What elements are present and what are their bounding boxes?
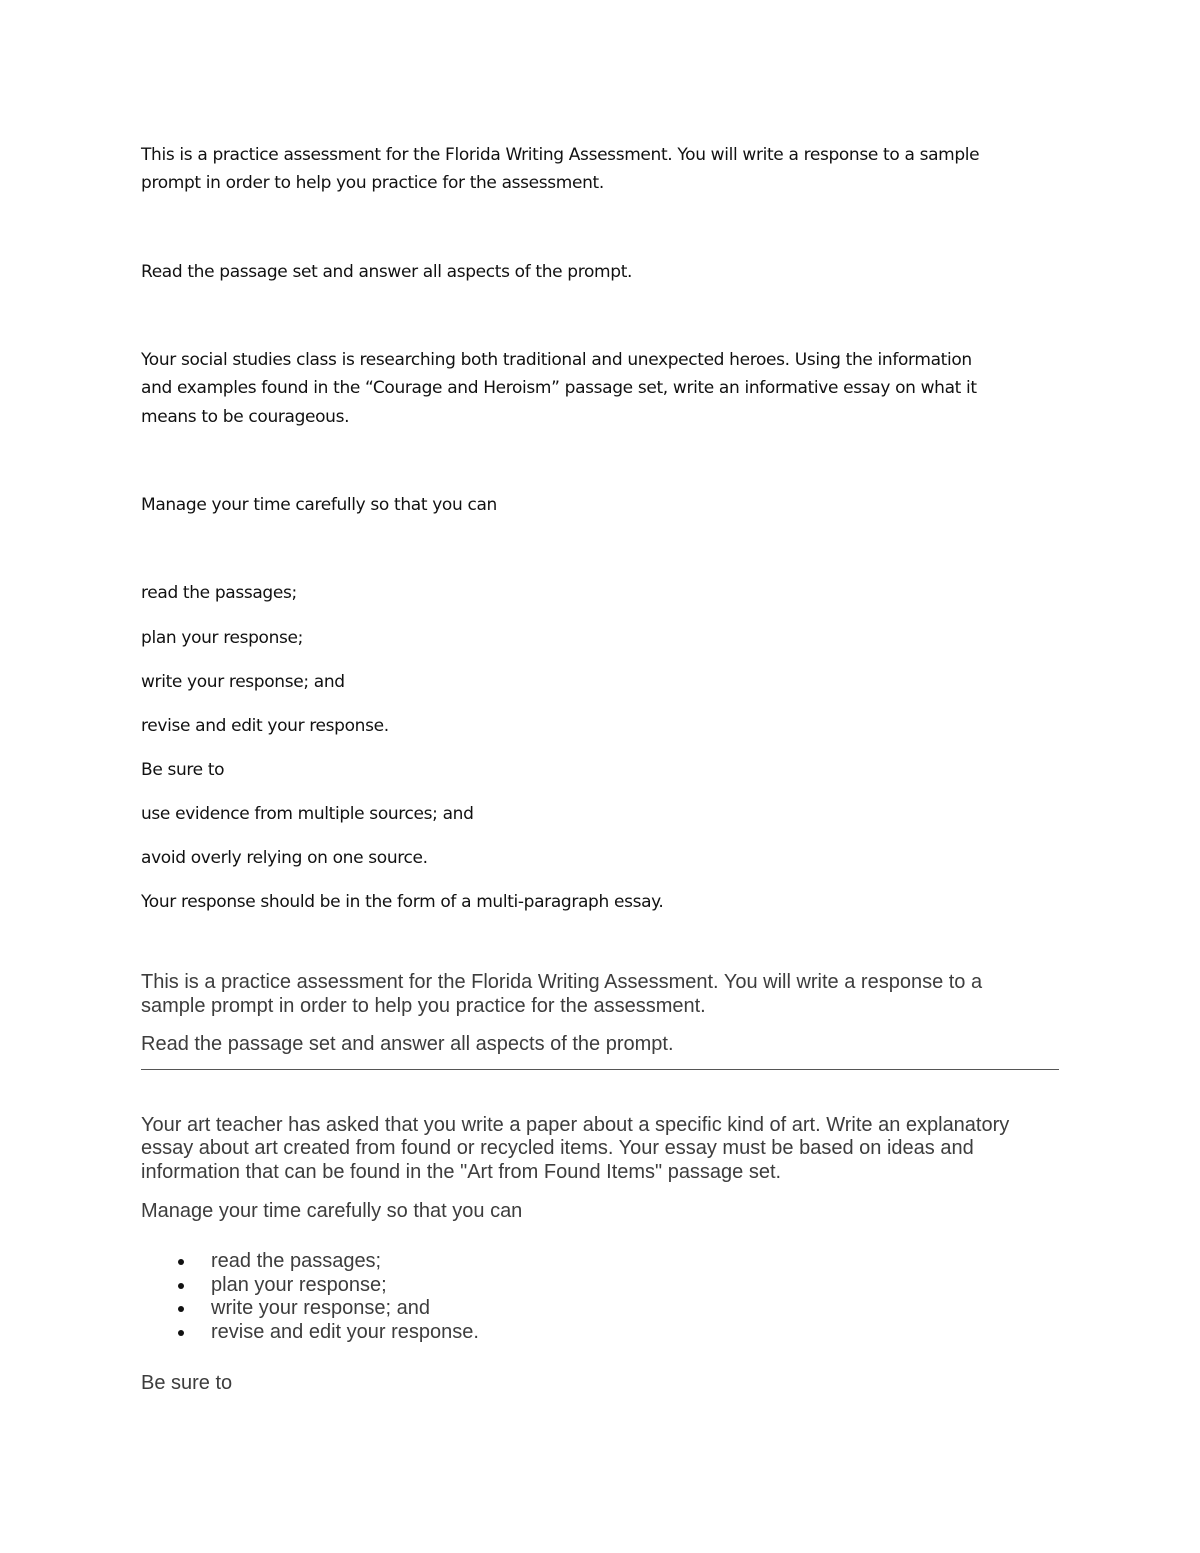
step-item: read the passages; xyxy=(141,583,297,603)
step-item: plan your response; xyxy=(141,628,304,648)
intro-line: This is a practice assessment for the Florida Writing Assessment. You will write a response to a xyxy=(141,971,983,993)
prompt-line: Your art teacher has asked that you write a paper about a specific kind of art. Write an explanatory xyxy=(141,1114,1010,1136)
intro-line: This is a practice assessment for the Florida Writing Assessment. You will write a response to a sample xyxy=(141,145,980,165)
step-item: write your response; and xyxy=(141,672,345,692)
bullet-icon xyxy=(178,1283,184,1289)
step-item: revise and edit your response. xyxy=(141,716,389,736)
list-item-text: plan your response; xyxy=(211,1273,387,1296)
bullet-icon xyxy=(178,1259,184,1265)
manage-time-text: Manage your time carefully so that you can xyxy=(141,1200,523,1222)
intro-line: sample prompt in order to help you practice for the assessment. xyxy=(141,995,706,1017)
manage-time-text: Manage your time carefully so that you can xyxy=(141,495,497,515)
be-sure-text: Be sure to xyxy=(141,760,225,780)
form-note: Your response should be in the form of a multi-paragraph essay. xyxy=(141,892,664,912)
prompt-line: and examples found in the “Courage and Heroism” passage set, write an informative essay on what it xyxy=(141,378,977,398)
intro-line: prompt in order to help you practice for the assessment. xyxy=(141,173,604,193)
read-instruction: Read the passage set and answer all aspects of the prompt. xyxy=(141,1033,674,1055)
bullet-icon xyxy=(178,1330,184,1336)
read-instruction: Read the passage set and answer all aspects of the prompt. xyxy=(141,262,633,282)
bullet-icon xyxy=(178,1306,184,1312)
requirement-item: use evidence from multiple sources; and xyxy=(141,804,474,824)
horizontal-divider xyxy=(141,1069,1059,1070)
requirement-item: avoid overly relying on one source. xyxy=(141,848,428,868)
be-sure-text: Be sure to xyxy=(141,1372,233,1394)
list-item-text: write your response; and xyxy=(211,1297,431,1319)
prompt-line: means to be courageous. xyxy=(141,407,350,427)
prompt-line: essay about art created from found or recycled items. Your essay must be based on ideas and xyxy=(141,1137,974,1159)
prompt-line: Your social studies class is researching both traditional and unexpected heroes. Using the information xyxy=(141,350,972,370)
prompt-line: information that can be found in the "Art from Found Items" passage set. xyxy=(141,1161,782,1183)
list-item-text: revise and edit your response. xyxy=(211,1320,479,1343)
list-item-text: read the passages; xyxy=(211,1250,382,1272)
